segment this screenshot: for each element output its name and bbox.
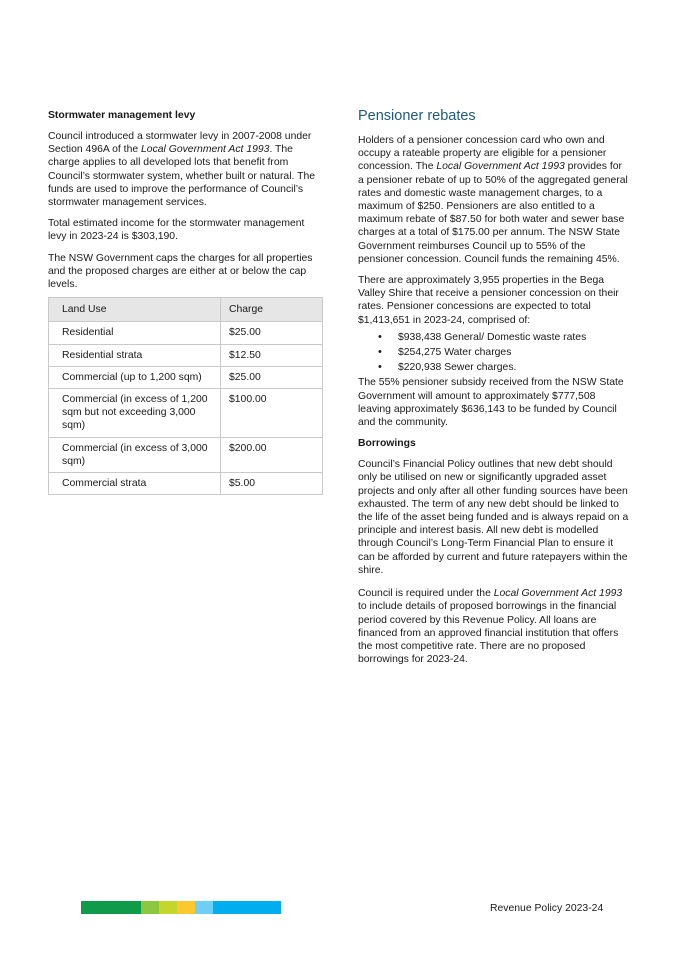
stormwater-intro-paragraph: Council introduced a stormwater levy in 2007-2008 under Section 496A of the Local Government Act 1993. The charge applies to all developed lots that benefit from Council’s stormwater system, whether built or natural. The funds are used to improve the performance of Council’s stormwater management services. [48,131,315,209]
table-row [49,366,323,388]
table-header-land-use: Land Use [49,298,221,322]
stormwater-income-paragraph: Total estimated income for the stormwater management levy in 2023-24 is $303,190. [48,218,305,243]
charge-cell: $200.00 [221,437,323,472]
charge-cell: $25.00 [221,366,323,388]
table-header-row [49,298,323,322]
land-use-cell: Commercial (in excess of 1,200 sqm but not exceeding 3,000 sqm) [49,389,221,438]
footer-bar-segment [141,901,159,914]
land-use-cell: Commercial strata [49,473,221,495]
left-column [48,109,324,495]
footer-bar-segment [159,901,177,914]
footer-bar-segment [213,901,281,914]
pensioner-properties-paragraph: There are approximately 3,955 properties in the Bega Valley Shire that receive a pensioner concession on their rates. Pensioner concessions are expected to total $1,413,651 in 2023-24, comprised of: [358,275,619,326]
charge-cell: $100.00 [221,389,323,438]
pensioner-concession-list [358,331,630,375]
table-row [49,344,323,366]
land-use-cell: Residential [49,322,221,344]
list-item: • $220,938 Sewer charges. [358,361,630,374]
list-item: • $254,275 Water charges [358,346,630,359]
stormwater-charges-table [48,297,323,495]
borrowings-requirement-paragraph: Council is required under the Local Government Act 1993 to include details of proposed borrowings in the financial period covered by this Revenue Policy. All loans are financed from an approved financial institution that offers the most competitive rate. There are no proposed borrowings for 2023-24. [358,588,623,666]
land-use-cell: Residential strata [49,344,221,366]
land-use-cell: Commercial (in excess of 3,000 sqm) [49,437,221,472]
list-item: • $938,438 General/ Domestic waste rates [358,331,630,344]
borrowings-heading: Borrowings [358,438,416,450]
pensioner-heading: Pensioner rebates [358,108,476,124]
pensioner-intro-paragraph: Holders of a pensioner concession card who own and occupy a rateable property are eligible for a pensioner concession. The Local Government Act 1993 provides for a pensioner rebate of up to 50% of the aggregated general rates and domestic waste management charges, to a maximum of $250. Pensioners are also entitled to a maximum rebate of $87.50 for both water and sewer base charges at a total of $175.00 per annum. The NSW State Government reimburses Council up to 55% of the pensioner concession. Council funds the remaining 45%. [358,135,628,265]
footer-bar-segment [81,901,141,914]
table-row [49,322,323,344]
table-header-charge: Charge [221,298,323,322]
table-row [49,473,323,495]
borrowings-policy-paragraph: Council’s Financial Policy outlines that new debt should only be utilised on new or significantly upgraded asset projects and only after all other funding sources have been exhausted. The term of any new debt should be linked to the life of the asset being funded and is always repaid on a principle and interest basis. All new debt is modelled through Council’s Long-Term Financial Plan to ensure it can be afforded by current and future ratepayers within the shire. [358,459,629,576]
footer-document-title: Revenue Policy 2023-24 [490,903,604,914]
land-use-cell: Commercial (up to 1,200 sqm) [49,366,221,388]
charge-cell: $5.00 [221,473,323,495]
stormwater-heading: Stormwater management levy [48,110,196,121]
table-row [49,389,323,438]
charge-cell: $25.00 [221,322,323,344]
footer-bar-segment [195,901,213,914]
table-row [49,437,323,472]
charge-cell: $12.50 [221,344,323,366]
right-column [358,108,630,674]
pensioner-subsidy-paragraph: The 55% pensioner subsidy received from the NSW State Government will amount to approximately $777,508 leaving approximately $636,143 to be funded by Council and the community. [358,377,624,429]
footer-color-bar [81,901,281,914]
footer-bar-segment [177,901,195,914]
stormwater-cap-paragraph: The NSW Government caps the charges for all properties and the proposed charges are either at or below the cap levels. [48,252,313,291]
